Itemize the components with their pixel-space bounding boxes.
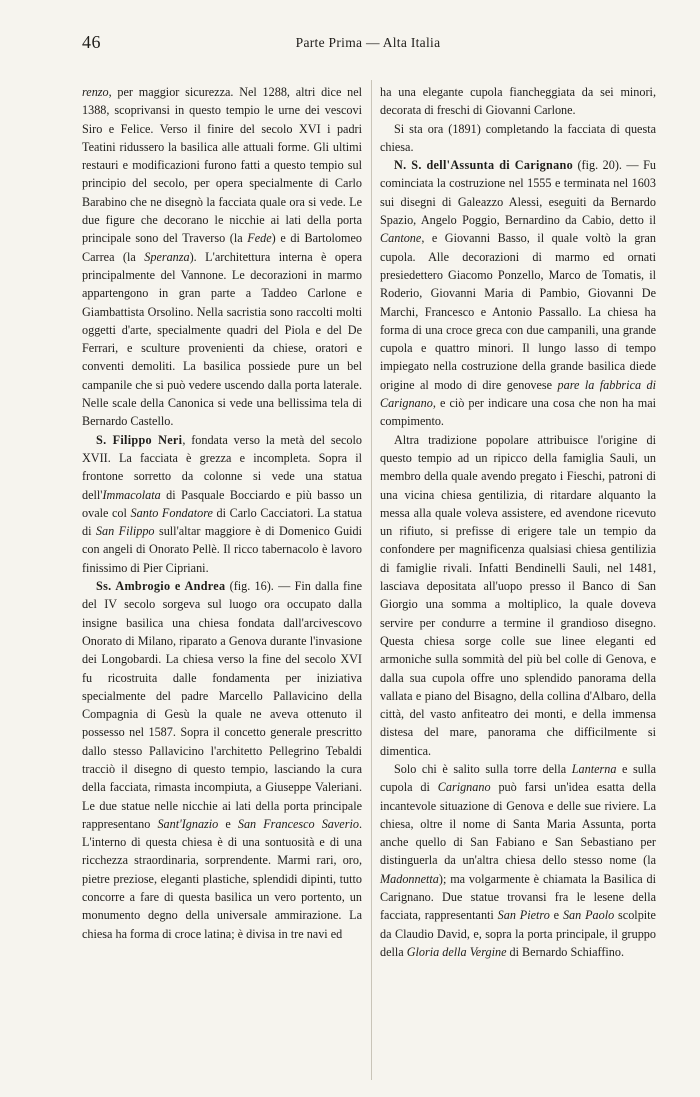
paragraph bbox=[82, 577, 362, 943]
column-divider bbox=[371, 80, 372, 1080]
body-text: scolpite da Claudio David, e, sopra la porta principale, il gruppo della bbox=[380, 908, 656, 959]
body-text: ha una elegante cupola fiancheggiata da sei minori, decorata di freschi di Giovanni Carlone. bbox=[380, 85, 656, 118]
body-text: Solo chi è salito sulla torre della bbox=[394, 761, 572, 776]
body-text: ) e di Bartolomeo Carrea (la bbox=[82, 231, 362, 264]
body-text: e bbox=[549, 908, 563, 923]
body-text: può farsi un'idea esatta della incantevole situazione di Genova e delle sue riviere. La chiesa, oltre il nome di Santa Maria Assunta, porta anche quello di San Fabiano e San Sebastiano per distinguerla da un'altra chiesa dello stesso nome (la bbox=[380, 780, 657, 868]
body-text: , e ciò per indicare una cosa che non ha mai compimento. bbox=[380, 396, 656, 429]
paragraph bbox=[380, 431, 656, 760]
body-text: di Pasquale Bocciardo e più basso un ovale col bbox=[82, 487, 362, 520]
body-text: . L'interno di questa chiesa è di una sontuosità e di una ricchezza straordinaria, sorprendente. Marmi rari, oro, pietre preziose, eleganti plastiche, splendidi dipinti, tutto concorre a fare di questa basilica un vero portento, un monumento degno della universale ammirazione. La chiesa ha forma di croce latina; è divisa in tre navi ed bbox=[82, 816, 362, 941]
body-text: sull'altar maggiore è di Domenico Guidi con angeli di Onorato Pellè. Il ricco tabernacolo è lavoro finissimo di Pier Cipriani. bbox=[82, 524, 363, 575]
italic-text: San Pietro bbox=[497, 908, 550, 923]
italic-text: Gloria della Vergine bbox=[406, 944, 507, 959]
page-header bbox=[82, 30, 654, 56]
body-text: (fig. 20). — Fu cominciata la costruzione nel 1555 e terminata nel 1603 sui disegni di Galeazzo Alessi, eseguiti da Bernardo Spazio, Angelo Poggio, Bernardino da Cabio, detto il bbox=[380, 158, 656, 228]
italic-text: renzo bbox=[82, 85, 109, 99]
italic-text: Carignano bbox=[437, 780, 491, 795]
body-text: e bbox=[218, 816, 238, 831]
body-text: , per maggior sicurezza. Nel 1288, altri dice nel 1388, scoprivansi in questo tempio le urne dei vescovi Siro e Felice. Verso il finire del secolo XVI i padri Teatini ridussero la basilica alle attuali forme. Gli ultimi restauri e modificazioni furono fatti a questo tempio sul principio del secolo, per opera specialmente di Carlo Barabino che ne disegnò la facciata quale ora si vede. Le due figure che decorano le nicchie ai lati della porta principale sono del Traverso (la bbox=[82, 85, 362, 246]
body-text: , fondata verso la metà del secolo XVII. La facciata è grezza e incompleta. Sopra il frontone sorretto da colonne si vede una statua dell' bbox=[82, 432, 362, 502]
italic-text: Fede bbox=[247, 231, 272, 246]
body-text: Si sta ora (1891) completando la facciata di questa chiesa. bbox=[380, 121, 656, 154]
italic-text: San Francesco Saverio bbox=[237, 816, 359, 831]
paragraph bbox=[380, 760, 656, 961]
italic-text: Madonnetta bbox=[380, 871, 439, 886]
italic-text: Sant'Ignazio bbox=[157, 816, 219, 831]
body-text: ). L'architettura interna è opera principalmente del Vannone. Le decorazioni in marmo appartengono in gran parte a Taddeo Carlone e Giambattista Orsolino. Nella sacristia sono raccolti molti oggetti d'arte, specialmente quadri del Piola e del De Ferrari, e sculture provenienti da chiese, oratori e conventi demoliti. La basilica possiede pure un bel campanile che si può vedere uscendo dalla porta laterale. Nelle scale della Canonica si vede una bellissima tela di Bernardo Castello. bbox=[82, 249, 362, 429]
section-heading: N. S. dell'Assunta di Carignano bbox=[394, 158, 573, 173]
italic-text: pare la fabbrica di Carignano bbox=[380, 377, 656, 411]
body-text: , e Giovanni Basso, il quale voltò la gran cupola. Alle decorazioni di marmo ed ornati presiedettero Giacomo Ponzello, Marco de Tomatis, il Roderio, Giovanni Maria di Pambio, Giovanni De Marchi, Francesco e Antonio Passallo. La chiesa ha forma di una croce greca con due campanili, una grande cupola e quattro minori. Il lungo lasso di tempo impiegato nella costruzione della grande basilica diede origine al modo di dire genovese bbox=[380, 231, 656, 392]
body-text: e sulla cupola di bbox=[380, 761, 656, 795]
body-text: di Carlo Cacciatori. La statua di bbox=[82, 505, 362, 539]
running-title: Parte Prima — Alta Italia bbox=[295, 35, 441, 50]
paragraph bbox=[380, 83, 656, 120]
left-column bbox=[82, 83, 362, 943]
italic-text: Cantone bbox=[380, 231, 422, 246]
italic-text: Santo Fondatore bbox=[130, 505, 213, 520]
italic-text: San Paolo bbox=[562, 908, 615, 923]
body-text: di Bernardo Schiaffino. bbox=[506, 944, 625, 959]
page-number: 46 bbox=[82, 32, 101, 52]
right-column bbox=[380, 83, 656, 961]
body-text: ); ma volgarmente è chiamata la Basilica di Carignano. Due statue trovansi fra le lesene della facciata, rappresentanti bbox=[380, 871, 656, 923]
paragraph bbox=[82, 83, 362, 431]
italic-text: San Filippo bbox=[95, 524, 155, 539]
paragraph bbox=[380, 120, 656, 157]
paragraph bbox=[380, 156, 656, 430]
paragraph bbox=[82, 431, 362, 577]
italic-text: Immacolata bbox=[102, 487, 161, 502]
section-heading: Ss. Ambrogio e Andrea bbox=[96, 579, 226, 594]
body-text: Altra tradizione popolare attribuisce l'origine di questo tempio ad un ripicco della famiglia Sauli, un membro della quale avendo pregato i Fieschi, patroni di una vicina chiesa gentilizia, di ritardare alquanto la messa alla quale voleva assistere, ed avendone ricevuto un rifiuto, si prefisse di erigere tale un tempio da confondere per magnificenza qualsiasi chiesa gentilizia di famiglie rivali. Infatti Bendinelli Sauli, nel 1481, lasciava depositata all'uopo presso il Banco di San Giorgio una somma a moltiplico, la quale doveva servire per condurre a termine il grandioso disegno. Questa chiesa sorge colle sue linee eleganti ed armoniche sulla sommità del più bel colle di Genova, e dalla sua cupola offre uno splendido panorama della vallata e piano del Bisagno, della collina d'Albaro, della città, del vasto anfiteatro dei monti, e della immensa distesa del mare, panorama che difficilmente si dimentica. bbox=[380, 432, 656, 758]
body-text: (fig. 16). — Fin dalla fine del IV secolo sorgeva sul luogo ora occupato dalla insigne basilica una chiesa fondata dall'arcivescovo Onorato di Milano, riparato a Genova durante l'invasione dei Longobardi. La chiesa verso la fine del secolo XVI fu ricostruita dalle fondamenta per iniziativa specialmente del padre Marcello Pallavicino della Compagnia di Gesù la quale ne aveva ottenuto il possesso nel 1587. Sopra il concetto generale prescritto dallo stesso Pallavicino l'architetto Pellegrino Tebaldi tracciò il disegno di questo tempio, lasciando la cura della facciata, rimasta incompiuta, a Giuseppe Valeriani. Le due statue nelle nicchie ai lati della porta principale rappresentano bbox=[82, 579, 362, 831]
italic-text: Speranza bbox=[144, 249, 190, 264]
italic-text: Lanterna bbox=[571, 761, 617, 776]
section-heading: S. Filippo Neri bbox=[96, 432, 183, 447]
